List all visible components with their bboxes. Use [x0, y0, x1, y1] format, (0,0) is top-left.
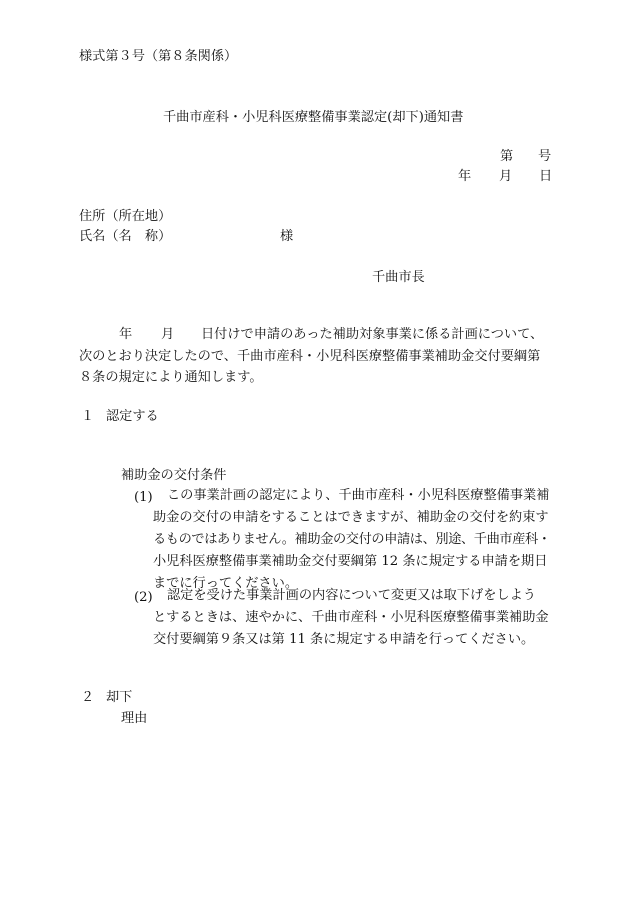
section1-number: １ — [81, 409, 95, 424]
sender: 千曲市長 — [372, 270, 425, 285]
condition2-number: (2) — [134, 590, 153, 605]
condition1-line1 — [167, 485, 551, 507]
recipient-address-label: 住所（所在地） — [79, 209, 172, 224]
condition2-line2: とするときは、速やかに、千曲市産科・小児科医療整備事業補助金 — [153, 610, 549, 625]
reason-label: 理由 — [121, 711, 148, 726]
body-line3: ８条の規定により通知します。 — [79, 370, 263, 385]
condition2-body — [153, 607, 551, 651]
conditions-heading: 補助金の交付条件 — [121, 468, 227, 483]
body-line2 — [79, 350, 551, 363]
date-year: 年 — [458, 169, 472, 184]
document-title: 千曲市産科・小児科医療整備事業認定(却下)通知書 — [163, 110, 464, 125]
condition1-line3: るものではありません。補助金の交付の申請は、別途、千曲市産科・ — [153, 532, 551, 547]
condition1-body — [153, 507, 551, 595]
condition1-number: (1) — [134, 490, 153, 505]
date-day: 日 — [539, 169, 553, 184]
condition1-line5: までに行ってください。 — [153, 576, 299, 591]
date-month: 月 — [499, 169, 513, 184]
section2-number: ２ — [81, 690, 95, 705]
recipient-honorific: 様 — [280, 229, 294, 244]
form-reference: 様式第３号（第８条関係） — [79, 49, 238, 64]
document-number-suffix: 号 — [538, 149, 552, 164]
body-year: 年 — [119, 327, 133, 342]
condition2-line1 — [167, 585, 551, 607]
recipient-name-label: 氏名（名 称） — [79, 229, 172, 244]
condition2-line3: 交付要綱第９条又は第 11 条に規定する申請を行ってください。 — [153, 632, 535, 647]
condition2-line1-text: 認定を受けた事業計画の内容について変更又は取下げをしよう — [167, 588, 536, 603]
section2-heading: 却下 — [106, 690, 133, 705]
document-number-prefix: 第 — [500, 149, 514, 164]
body-line1: 日付けで申請のあった補助対象事業に係る計画について、 — [201, 327, 544, 342]
condition1-line2: 助金の交付の申請をすることはできますが、補助金の交付を約束す — [153, 510, 549, 525]
condition1-line4: 小児科医療整備事業補助金交付要綱第 12 条に規定する申請を期日 — [153, 554, 548, 569]
body-line2-text: 次のとおり決定したので、千曲市産科・小児科医療整備事業補助金交付要綱第 — [79, 349, 541, 364]
condition1-line1-text: この事業計画の認定により、千曲市産科・小児科医療整備事業補 — [167, 488, 550, 503]
section1-heading: 認定する — [106, 409, 159, 424]
body-month: 月 — [161, 327, 175, 342]
